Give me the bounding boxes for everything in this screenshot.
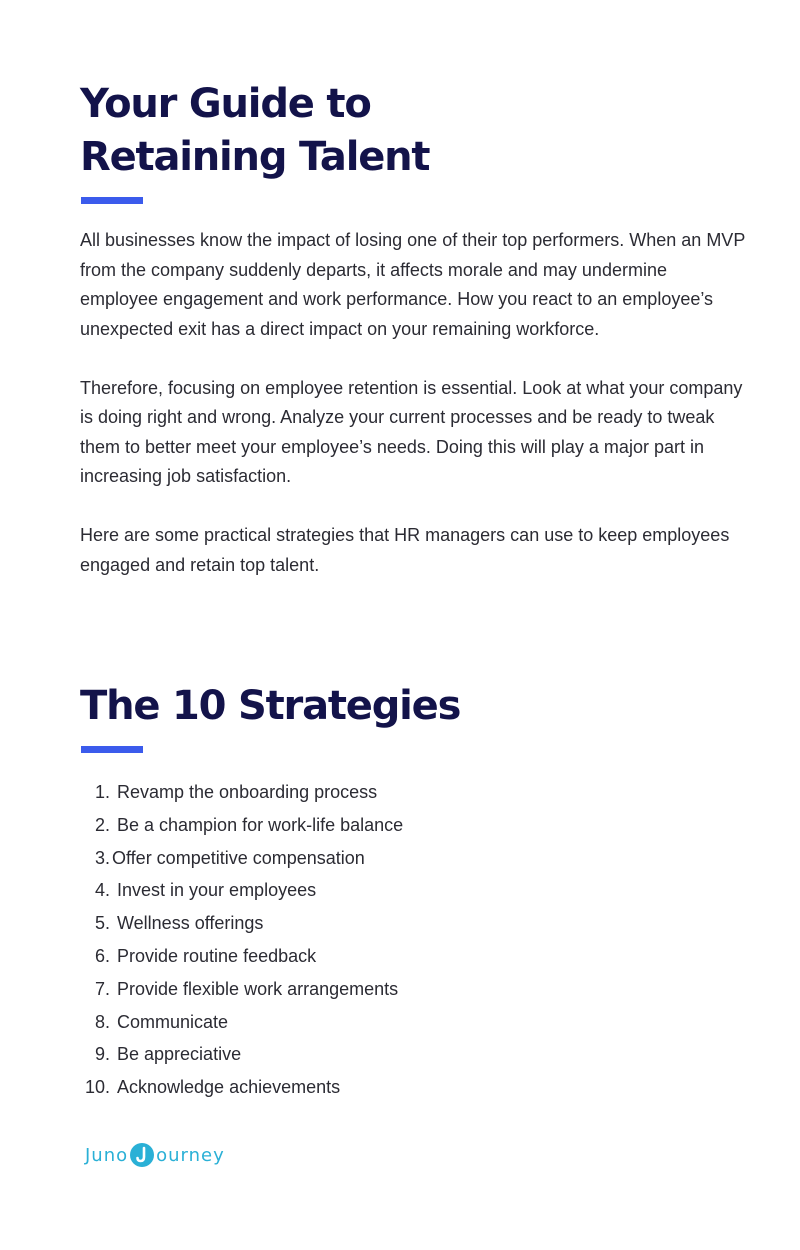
list-item-label: Provide flexible work arrangements	[117, 978, 399, 999]
list-item	[80, 973, 403, 1006]
page-title-line-2: Retaining Talent	[80, 134, 430, 180]
list-item-number: 7.	[94, 978, 110, 999]
list-item-label: Acknowledge achievements	[117, 1077, 341, 1098]
list-item	[80, 907, 403, 940]
list-item-number: 10.	[84, 1077, 110, 1098]
list-item-label: Communicate	[117, 1011, 229, 1032]
logo-text-left: Juno	[85, 1144, 129, 1166]
list-item	[80, 1006, 403, 1039]
list-item	[80, 1038, 403, 1071]
strategies-list	[80, 776, 403, 1104]
list-item-label: Provide routine feedback	[117, 945, 317, 966]
list-item-label: Be appreciative	[117, 1044, 242, 1065]
title-accent-bar	[81, 197, 143, 204]
j-circle-icon	[129, 1142, 155, 1168]
list-item	[80, 776, 403, 809]
logo-text-right: ourney	[156, 1144, 225, 1166]
strategies-accent-bar	[81, 746, 143, 753]
intro-paragraph: Here are some practical strategies that HR managers can use to keep employees engaged and retain top talent.	[80, 525, 730, 575]
list-item-number: 3.	[94, 847, 110, 868]
intro-paragraph: Therefore, focusing on employee retention is essential. Look at what your company is doing right and wrong. Analyze your current processes and be ready to tweak them to better meet your employee’s needs. Doing this will play a major part in increasing job satisfaction.	[80, 377, 743, 486]
list-item-number: 2.	[94, 814, 110, 835]
list-item	[80, 940, 403, 973]
list-item-label: Be a champion for work-life balance	[117, 814, 404, 835]
list-item	[80, 874, 403, 907]
juno-journey-logo	[85, 1140, 225, 1170]
list-item-label: Revamp the onboarding process	[117, 782, 378, 802]
list-item-number: 8.	[94, 1011, 110, 1032]
list-item-number: 5.	[94, 913, 110, 934]
list-item-number: 4.	[94, 880, 110, 901]
list-item-number: 6.	[94, 945, 110, 966]
page-title	[80, 78, 429, 184]
list-item	[80, 1071, 403, 1104]
strategies-title: The 10 Strategies	[80, 683, 461, 729]
list-item-label: Invest in your employees	[117, 880, 317, 901]
list-item	[80, 809, 403, 842]
intro-paragraph: All businesses know the impact of losing one of their top performers. When an MVP from the company suddenly departs, it affects morale and may undermine employee engagement and work performance. How you react to an employee’s unexpected exit has a direct impact on your remaining workforce.	[80, 230, 745, 339]
intro-section	[80, 226, 750, 610]
list-item	[80, 842, 403, 875]
list-item-label: Offer competitive compensation	[112, 847, 365, 868]
page-title-line-1: Your Guide to	[80, 81, 371, 127]
list-item-label: Wellness offerings	[117, 913, 264, 934]
list-item-number: 1.	[94, 782, 110, 802]
list-item-number: 9.	[94, 1044, 110, 1065]
